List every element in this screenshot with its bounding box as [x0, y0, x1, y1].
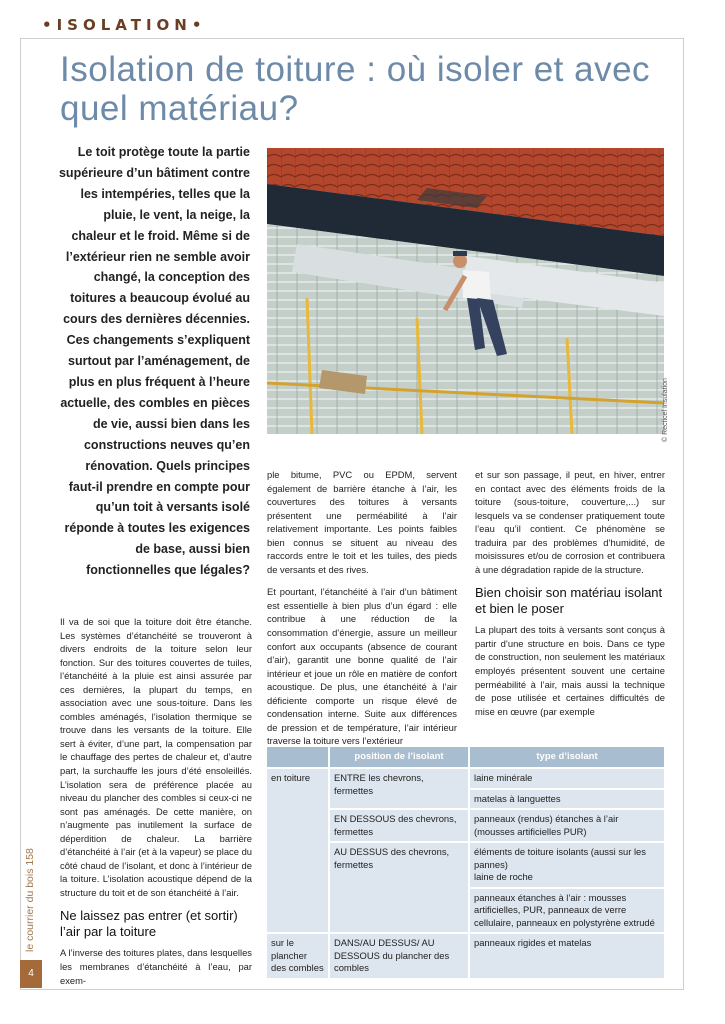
paragraph: ple bitume, PVC ou EPDM, servent également de barrière étanche à l’air, les couvertures des toitures à versants présentent une perméabilité à l’air relativement importante. Les points faibles bien connus se situent au niveau des raccords entre le toit et les tuiles, des pieds de versants et des rives. — [267, 469, 457, 575]
table-header-row — [267, 747, 664, 768]
table-row — [267, 933, 664, 979]
paragraph: et sur son passage, il peut, en hiver, entrer en contact avec des éléments froids de la toiture (sous-toiture, couverture,...) sur lesquels va se condenser pratiquement toute l’eau qu’il contient. Ce phénomène se traduira par des problèmes d’humidité, de moisissures et/ou de corrosion et contribuera à une dégradation rapide de la structure. — [475, 469, 665, 575]
roof-insulation-photo — [267, 148, 664, 434]
paragraph: Il va de soi que la toiture doit être étanche. Les systèmes d’étanchéité se trouveront à divers endroits de la toiture selon leur fonction. Sur des toitures couvertes de tuiles, l’étanchéité à la pluie est ainsi assurée par ces dernières, la plupart du temps, en association avec une sous-toiture. Dans les combles aménagés, l’isolation thermique se trouve dans les versants de la toiture. Elle sert à éviter, d’une part, la compensation par le chauffage des pertes de chaleur et, d’autre part, la surchauffe les jours d’été ensoleillés. L’isolation sera de préférence placée au niveau du plancher des combles si ceux-ci ne sont pas aménagés. De cette manière, on n’augmente pas inutilement la surface de déperdition de chaleur. La barrière d’étanchéité à l’air (et à la vapeur) se place du côté chaud de l’isolant, et donc à l’intérieur de la toiture. L’isolation acoustique dépend de la structure du toit et de son étanchéité à l’air. — [60, 616, 252, 898]
insulation-table — [267, 747, 664, 980]
table-cell: AU DESSUS des chevrons, fermettes — [329, 842, 469, 933]
table-header-empty — [267, 747, 329, 768]
table-cell: EN DESSOUS des chevrons, fermettes — [329, 809, 469, 842]
table-cell: panneaux (rendus) étanches à l’air (mousses artificielles PUR) — [469, 809, 664, 842]
table-cell: panneaux étanches à l’air : mousses artificielles, PUR, panneaux de verre cellulaire, panneaux en polystyrène extrudé — [469, 888, 664, 934]
article-lead — [58, 142, 250, 581]
table-row — [267, 768, 664, 789]
table-cell: panneaux rigides et matelas — [469, 933, 664, 979]
article-title: Isolation de toiture : où isoler et avec quel matériau? — [60, 50, 651, 128]
subheading: Bien choisir son matériau isolant et bien le poser — [475, 585, 663, 617]
paragraph: Et pourtant, l’étanchéité à l’air d’un bâtiment est essentielle à bien plus d’un égard : elle contribue à une réduction de la consommation d’énergie, assure un meilleur confort aux occupants (absence de courant d’air), garantit une bonne qualité de l’air intérieur et joue un rôle en matière de confort acoustique. De plus, une étanchéité à l’air déficiente comporte un risque élevé de condensation interne. Suite aux différences de pression et de température, l’air intérieur traverse la toiture vers l’extérieur — [267, 586, 457, 747]
table-cell — [469, 842, 664, 888]
paragraph: A l’inverse des toitures plates, dans lesquelles les membranes d’étanchéité à l’eau, par exem- — [60, 947, 252, 986]
table-cell: ENTRE les chevrons, fermettes — [329, 768, 469, 809]
table-cell: DANS/AU DESSUS/ AU DESSOUS du plancher des combles — [329, 933, 469, 979]
text-column-2 — [267, 468, 457, 757]
text-column-1 — [60, 615, 252, 996]
table-header-type: type d’isolant — [469, 747, 664, 768]
table-cell-line: éléments de toiture isolants (aussi sur les pannes) — [474, 846, 646, 870]
magazine-name: le courrier du bois 158 — [24, 848, 36, 952]
table-cell: sur le plancher des combles — [267, 933, 329, 979]
photo-credit — [660, 372, 676, 442]
table-cell: matelas à languettes — [469, 789, 664, 810]
table-cell-line: laine de roche — [474, 871, 533, 882]
section-rubric: •ISOLATION• — [42, 16, 207, 34]
photo-credit-text: © Recticel Insulation — [662, 378, 669, 442]
subheading: Ne laissez pas entrer (et sortir) l’air par la toiture — [60, 908, 238, 940]
table-header-position: position de l’isolant — [329, 747, 469, 768]
paragraph: La plupart des toits à versants sont conçus à partir d’une structure en bois. Dans ce type de construction, non seulement les matériaux employés présentent souvent une certaine perméabilité à l’air, mais aussi la technique de pose utilisée et certaines difficultés de mise en œuvre (par exemple — [475, 624, 665, 717]
table-cell: laine minérale — [469, 768, 664, 789]
table-cell: en toiture — [267, 768, 329, 933]
page-number: 4 — [20, 960, 42, 988]
lead-text: Le toit protège toute la partie supérieure d’un bâtiment contre les intempéries, telles que la pluie, le vent, la neige, la chaleur et le froid. Même si de l’extérieur rien ne semble avoir changé, la conception des toitures a beaucoup évolué au cours des dernières décennies. Ces changements s’expliquent surtout par l’aménagement, de plus en plus fréquent à l’heure actuelle, des combles en pièces de vie, aussi bien dans les constructions neuves qu’en rénovation. Quels principes faut-il prendre en compte pour qu’un toit à versants isolé réponde à toutes les exigences de base, aussi bien fonctionnelles que légales? — [58, 145, 250, 578]
text-column-3 — [475, 468, 665, 727]
